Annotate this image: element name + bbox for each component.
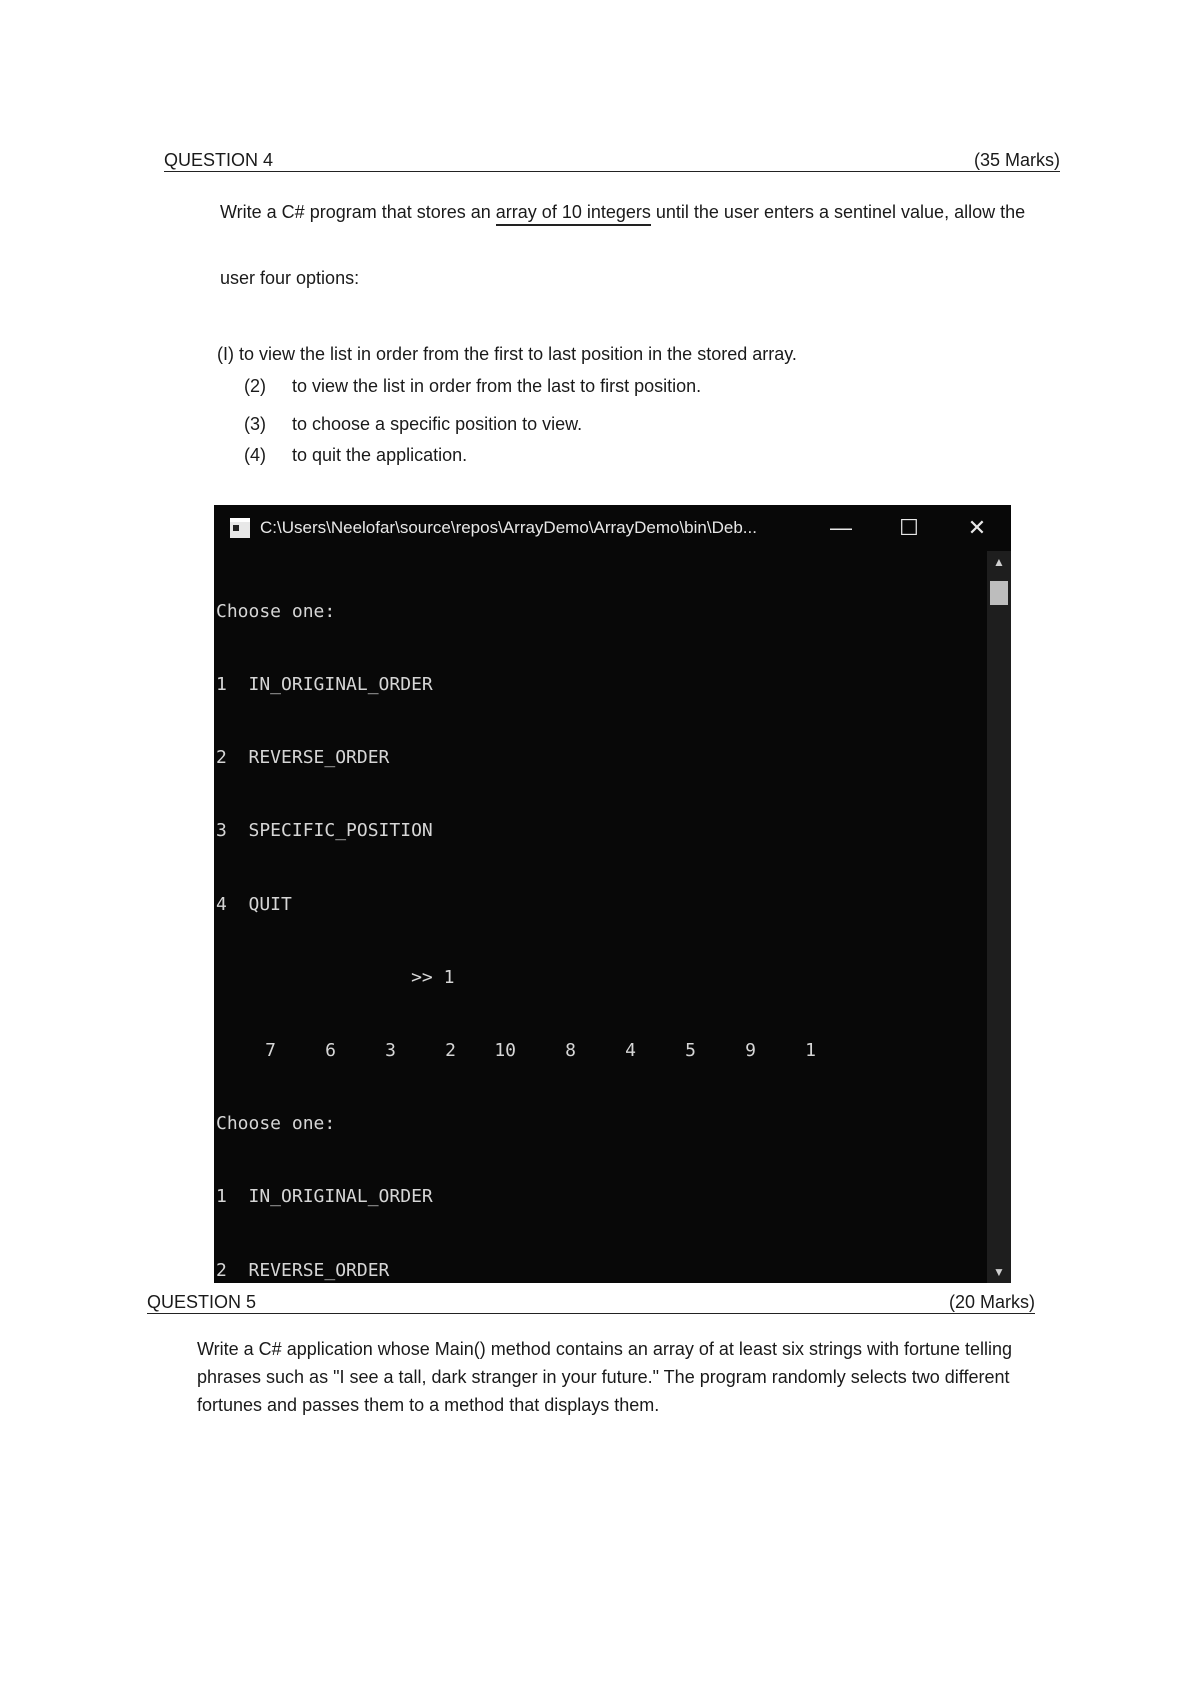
array-value: 7 [265, 1040, 276, 1062]
underlined-phrase: array of 10 integers [496, 202, 651, 226]
menu-item: 2 REVERSE_ORDER [216, 1259, 390, 1281]
menu-item: 2 REVERSE_ORDER [216, 747, 390, 769]
question-4-intro-line2: user four options: [220, 268, 360, 288]
question-4-header [164, 149, 1060, 172]
minimize-button[interactable]: — [830, 515, 852, 540]
menu-item: 3 SPECIFIC_POSITION [216, 820, 433, 842]
option-number: (3) [244, 414, 266, 434]
scroll-down-icon[interactable]: ▼ [993, 1265, 1005, 1279]
array-value: 6 [325, 1040, 336, 1062]
option-1: (I) to view the list in order from the first to last position in the stored array. [217, 344, 797, 364]
scroll-thumb[interactable] [990, 581, 1008, 605]
close-button[interactable]: ✕ [967, 515, 987, 540]
input-prompt: >> 1 [216, 966, 455, 988]
option-3 [244, 412, 582, 436]
menu-item: 1 IN_ORIGINAL_ORDER [216, 1186, 433, 1208]
option-number: (4) [244, 445, 266, 465]
option-number: (2) [244, 376, 266, 396]
question-5-title: QUESTION 5 [147, 1292, 257, 1312]
console-title: C:\Users\Neelofar\source\repos\ArrayDemo\ArrayDemo\bin\Deb... [260, 518, 757, 537]
array-value: 10 [494, 1040, 516, 1062]
console-output [216, 551, 983, 1283]
option-text: to quit the application. [292, 445, 468, 465]
option-text: to view the list in order from the last to first position. [292, 376, 702, 396]
option-text: to choose a specific position to view. [292, 414, 583, 434]
console-app-icon [230, 518, 250, 538]
question-5-marks: (20 Marks) [948, 1292, 1035, 1312]
console-scrollbar[interactable] [987, 551, 1011, 1283]
menu-item: 4 QUIT [216, 893, 292, 915]
original-order-output [216, 1039, 983, 1063]
option-2 [244, 374, 701, 398]
question-5-text: Write a C# application whose Main() method contains an array of at least six strings with fortune telling phrases such as "I see a tall, dark stranger in your future." The program randomly selects two different fortunes and passes them to a method that displays them. [197, 1339, 1013, 1415]
array-value: 5 [685, 1040, 696, 1062]
menu-item: 1 IN_ORIGINAL_ORDER [216, 674, 433, 696]
question-4-title: QUESTION 4 [164, 150, 274, 170]
menu-header: Choose one: [216, 600, 336, 622]
array-value: 9 [745, 1040, 756, 1062]
menu-header: Choose one: [216, 1113, 336, 1135]
intro-text-before: Write a C# program that stores an [220, 202, 496, 222]
maximize-button[interactable]: ☐ [899, 515, 919, 540]
array-value: 8 [565, 1040, 576, 1062]
array-value: 4 [625, 1040, 636, 1062]
array-value: 2 [445, 1040, 456, 1062]
array-value: 3 [385, 1040, 396, 1062]
console-window [214, 505, 1011, 1283]
scroll-up-icon[interactable]: ▲ [993, 555, 1005, 569]
option-4 [244, 443, 467, 467]
intro-text-after: until the user enters a sentinel value, allow the [650, 202, 1026, 222]
question-4-marks: (35 Marks) [973, 150, 1060, 170]
question-5-header [147, 1291, 1035, 1314]
console-titlebar [214, 505, 1011, 551]
question-4-intro [220, 198, 1080, 226]
array-value: 1 [805, 1040, 816, 1062]
